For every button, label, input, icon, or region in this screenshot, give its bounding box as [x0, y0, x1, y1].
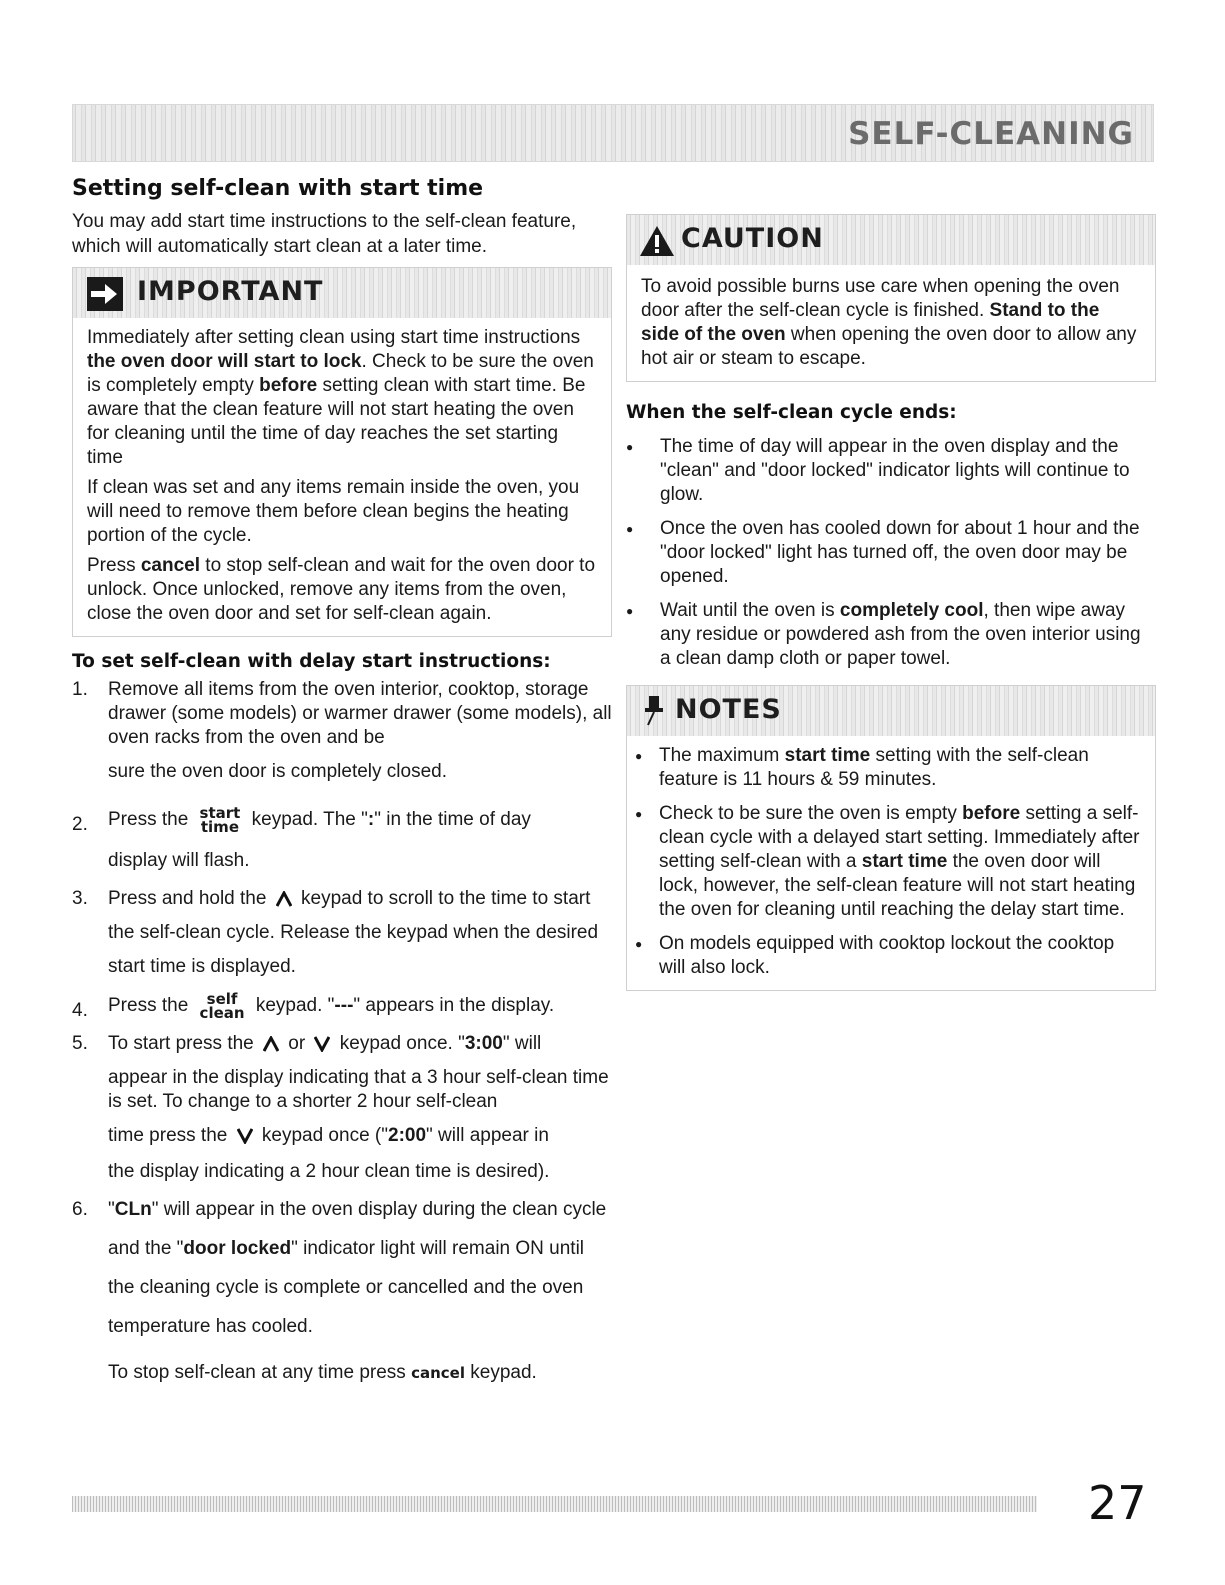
down-arrow-icon: [314, 1036, 330, 1052]
step-1: 1. Remove all items from the oven interior, cooktop, storage drawer (some models) or warmer drawer (some models), all oven racks from the oven and be sure the oven door is completely closed.: [72, 679, 612, 782]
steps-heading: To set self-clean with delay start instructions:: [72, 651, 551, 672]
cancel-key: cancel: [411, 1364, 465, 1382]
caution-text: To avoid possible burns use care when opening the oven door after the self-clean cycle is finished. Stand to the side of the oven when opening the oven door to allow any hot air or steam to escape.: [641, 276, 1137, 369]
start-time-key: start time: [199, 804, 241, 836]
notes-label: NOTES: [675, 694, 782, 725]
cycle-ends-heading: When the self-clean cycle ends:: [626, 402, 957, 423]
cycle-ends-list: [626, 435, 1156, 671]
caution-header: [627, 215, 1155, 265]
stop-instruction: To stop self-clean at any time press cancel keypad.: [108, 1362, 537, 1383]
important-paragraph-1: Immediately after setting clean using start time instructions the oven door will start to lock. Check to be sure the oven is completely empty before setting clean with start time. Be aware that the clean feature will not start heating the oven for cleaning until the time of day reaches the set starting time: [87, 327, 594, 468]
arrow-right-icon: [87, 277, 123, 311]
right-column: [626, 210, 1156, 991]
notes-box: [626, 685, 1156, 991]
self-clean-key: self clean: [199, 990, 245, 1022]
section-banner: [72, 104, 1154, 162]
step-2: 2. Press the start time keypad. The ":" in the time of day display will flash.: [72, 804, 531, 871]
caution-label: CAUTION: [681, 223, 824, 254]
section-title: SELF-CLEANING: [848, 116, 1134, 152]
notes-list: [635, 744, 1141, 980]
down-arrow-icon: [237, 1128, 253, 1144]
footer-bar: [72, 1496, 1037, 1512]
list-item: ● Check to be sure the oven is empty before setting a self-clean cycle with a delayed start setting. Immediately after setting self-clean with a start time the oven door will lock, however, the self-clean feature will not start heating the oven for cleaning until reaching the delay start time.: [635, 802, 1141, 922]
important-paragraph-3: Press cancel to stop self-clean and wait for the oven door to unlock. Once unlocked, remove any items from the oven, close the oven door and set for self-clean again.: [87, 555, 596, 624]
warning-icon: [639, 225, 675, 257]
up-arrow-icon: [263, 1036, 279, 1052]
list-item: ● Once the oven has cooled down for about 1 hour and the "door locked" light has turned off, the oven door may be opened.: [626, 517, 1156, 589]
page-heading: Setting self-clean with start time: [72, 176, 484, 201]
important-label: IMPORTANT: [137, 276, 324, 307]
up-arrow-icon: [276, 891, 292, 907]
intro-text: You may add start time instructions to the self-clean feature, which will automatically start clean at a later time.: [72, 211, 577, 257]
important-header: [73, 268, 611, 318]
step-5: 5. To start press the or keypad once. "3:00" will appear in the display indicating that a 3 hour self-clean time is set. To change to a shorter 2 hour self-clean time press the keypad once ("2:00" will appear in the display indicating a 2 hour clean time is desired).: [72, 1033, 609, 1182]
left-column: [72, 172, 612, 1384]
notes-header: [627, 686, 1155, 736]
steps-list: [72, 678, 612, 1384]
list-item: ● On models equipped with cooktop lockout the cooktop will also lock.: [635, 932, 1141, 980]
page-number: 27: [1088, 1476, 1147, 1530]
list-item: ● The time of day will appear in the oven display and the "clean" and "door locked" indicator lights will continue to glow.: [626, 435, 1156, 507]
step-6: 6. "CLn" will appear in the oven display during the clean cycle and the "door locked" indicator light will remain ON until the cleaning cycle is complete or cancelled and the oven temperature has cooled.: [72, 1199, 607, 1337]
step-3: 3. Press and hold the keypad to scroll to the time to start the self-clean cycle. Release the keypad when the desired start time is displayed.: [72, 888, 599, 977]
step-4: 4. Press the self clean keypad. "---" appears in the display.: [72, 990, 555, 1022]
pushpin-icon: [641, 696, 667, 726]
caution-box: [626, 214, 1156, 382]
list-item: ● Wait until the oven is completely cool, then wipe away any residue or powdered ash from the oven interior using a clean damp cloth or paper towel.: [626, 599, 1156, 671]
important-box: [72, 267, 612, 637]
list-item: ● The maximum start time setting with the self-clean feature is 11 hours & 59 minutes.: [635, 744, 1141, 792]
important-paragraph-2: If clean was set and any items remain inside the oven, you will need to remove them before clean begins the heating portion of the cycle.: [87, 477, 580, 546]
